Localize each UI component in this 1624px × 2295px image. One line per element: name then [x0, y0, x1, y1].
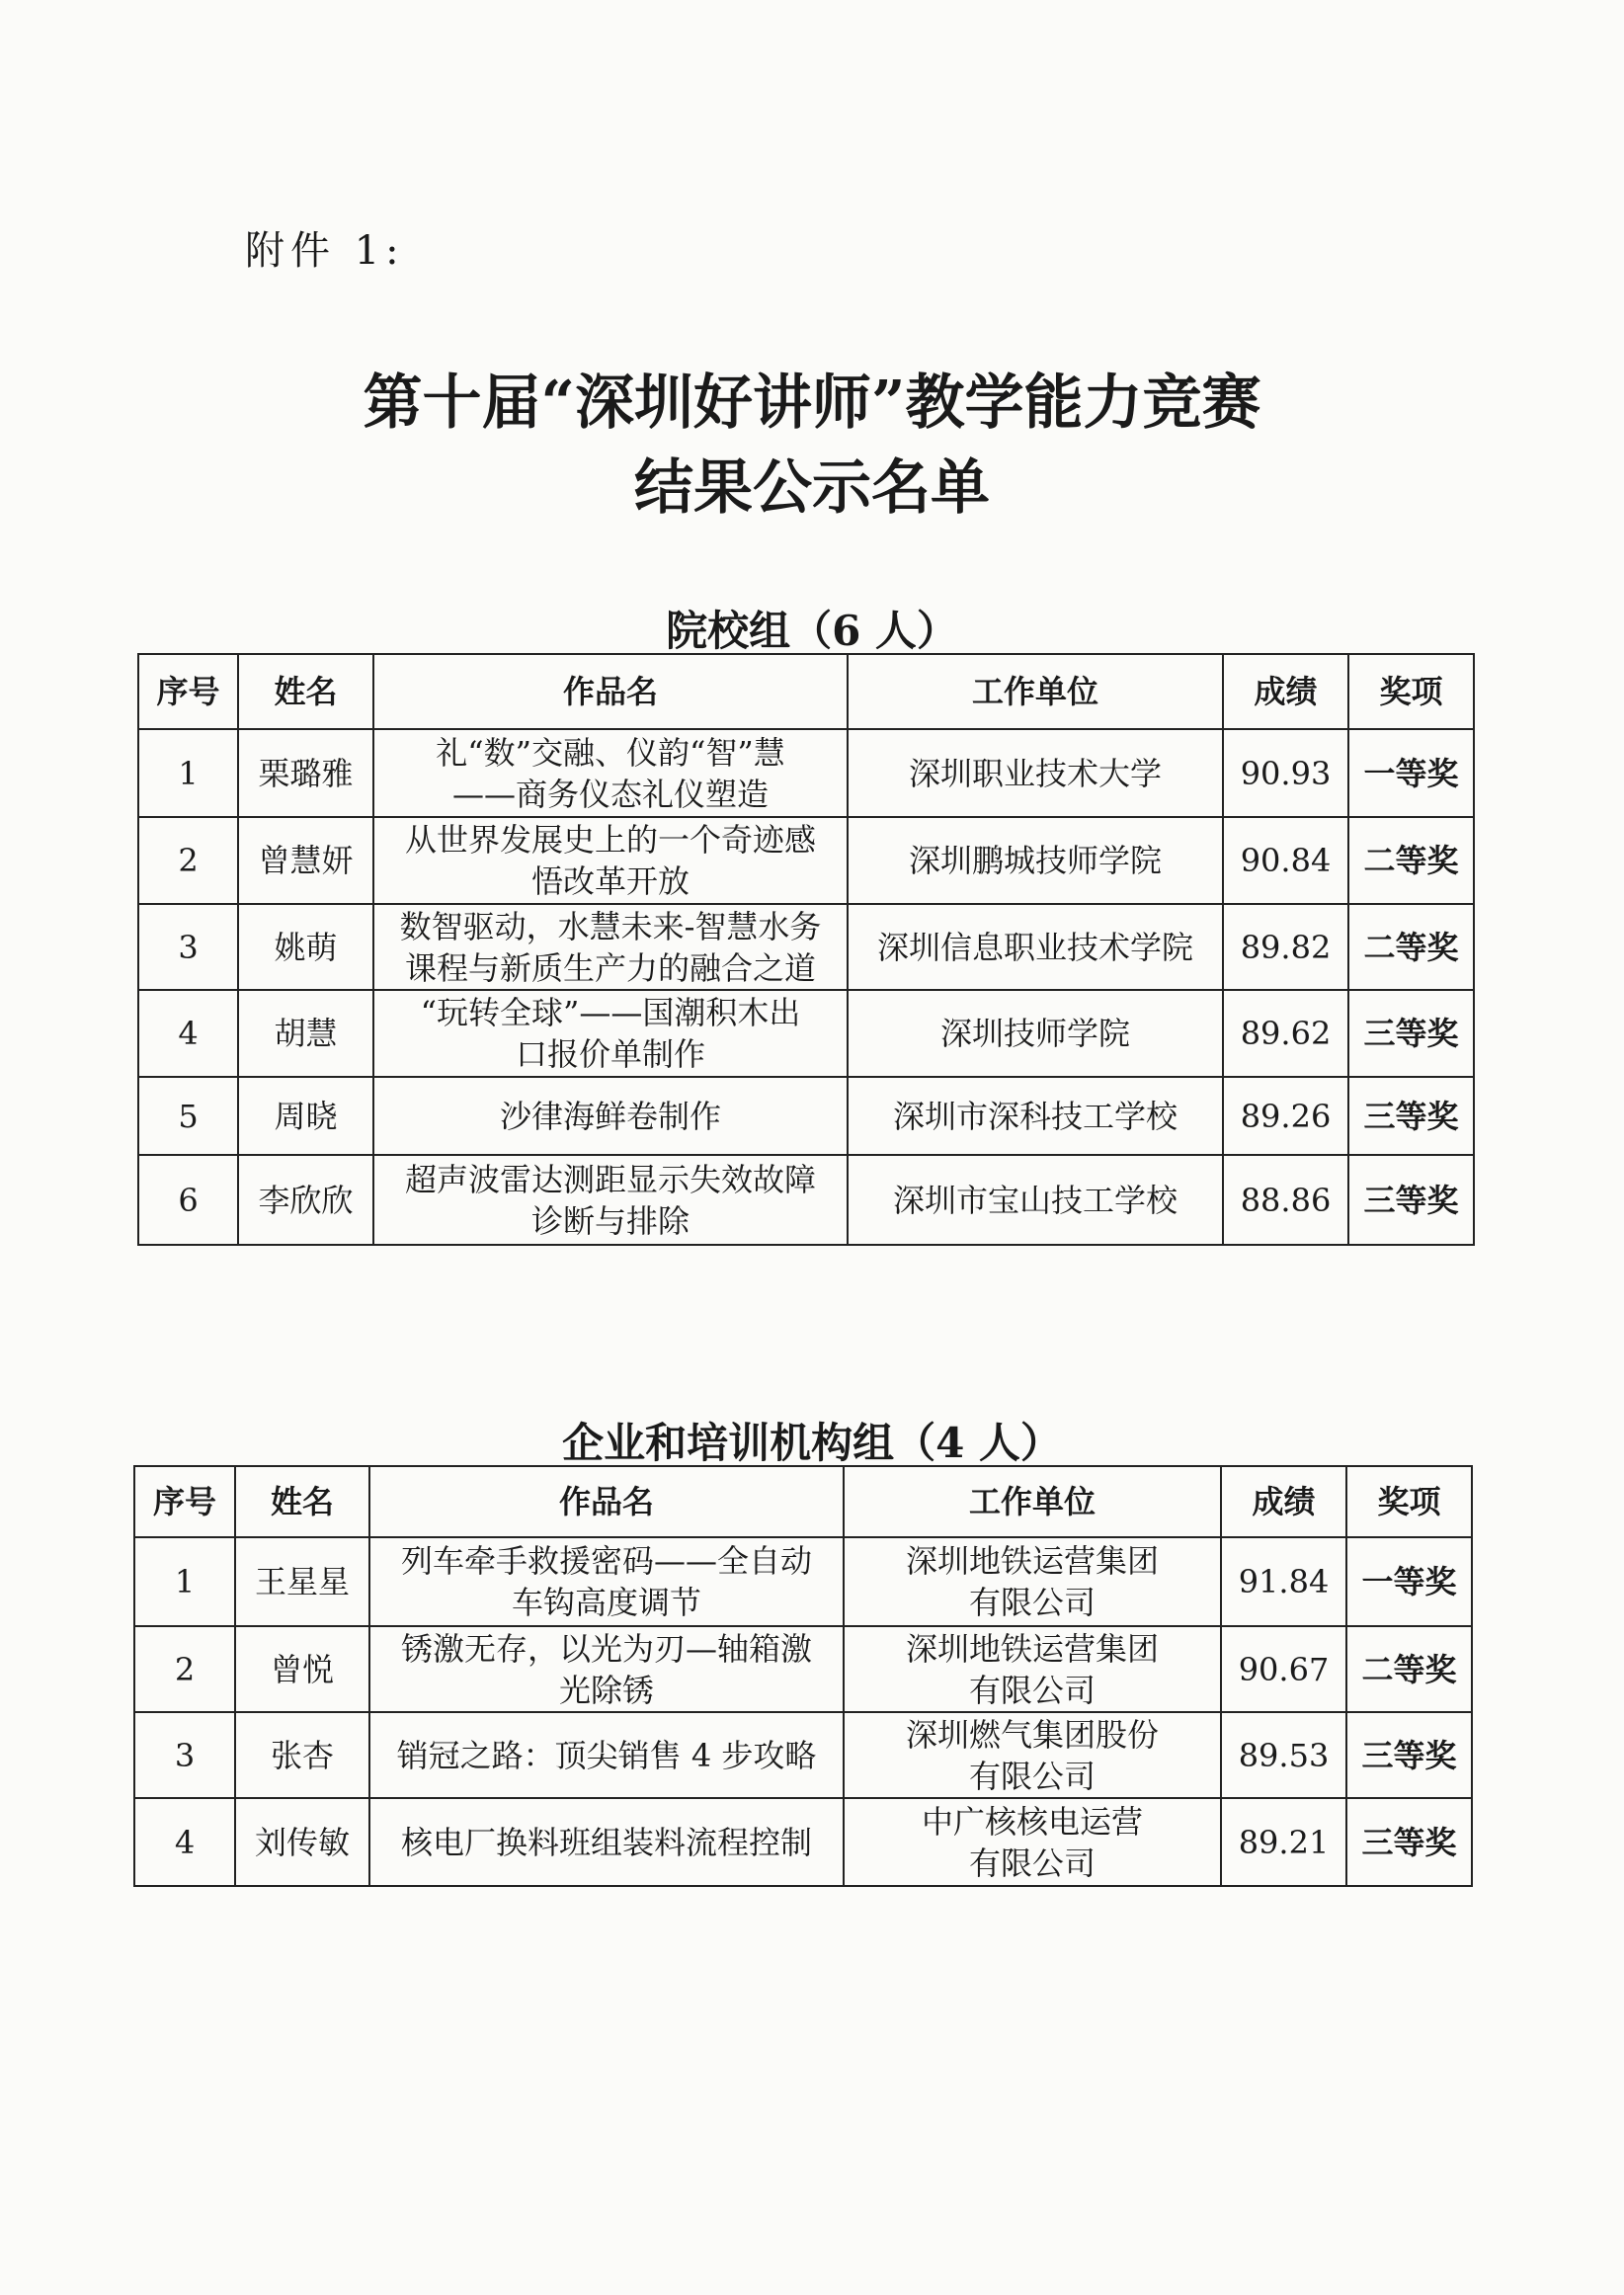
cell-unit: [844, 1712, 1221, 1798]
cell-award: [1346, 1798, 1472, 1886]
cell-score-text: 89.62: [1240, 1015, 1332, 1052]
cell-award: [1346, 1712, 1472, 1798]
cell-unit-text: 有限公司: [968, 1584, 1096, 1621]
cell-no: [138, 1077, 238, 1155]
header-work: 作品名: [373, 654, 848, 729]
header-score: 成绩: [1221, 1466, 1346, 1537]
cell-work-text: 从世界发展史上的一个奇迹感: [404, 821, 816, 859]
cell-score-text: 90.93: [1240, 754, 1332, 792]
cell-work: [369, 1537, 844, 1626]
cell-work-text: 超声波雷达测距显示失效故障: [404, 1160, 816, 1198]
cell-score-text: 89.53: [1238, 1736, 1330, 1774]
cell-award: [1348, 904, 1474, 990]
cell-award-text: 一等奖: [1361, 1563, 1457, 1600]
cell-no-text: 3: [174, 1736, 196, 1774]
cell-work-text: 销冠之路：顶尖销售 4 步攻略: [396, 1736, 817, 1774]
table-row: [134, 1537, 1472, 1626]
cell-no-text: 1: [178, 754, 199, 792]
cell-name: [235, 1712, 369, 1798]
cell-unit: [844, 1798, 1221, 1886]
header-award: 奖项: [1348, 654, 1474, 729]
group2-rows: [134, 1537, 1472, 1886]
cell-unit: [848, 1077, 1223, 1155]
cell-unit-text: 深圳技师学院: [939, 1015, 1130, 1052]
cell-work-text: 列车牵手救援密码——全自动: [400, 1542, 812, 1580]
cell-work: [373, 1077, 848, 1155]
table-row: [138, 1155, 1474, 1245]
cell-unit: [848, 904, 1223, 990]
cell-no: [134, 1626, 235, 1712]
cell-unit-text: 深圳职业技术大学: [908, 754, 1162, 792]
cell-score: [1223, 729, 1348, 817]
cell-no-text: 1: [174, 1563, 196, 1600]
cell-score-text: 89.26: [1240, 1097, 1332, 1135]
cell-score-text: 88.86: [1240, 1181, 1332, 1219]
cell-award-text: 三等奖: [1363, 1015, 1459, 1052]
cell-award: [1348, 1155, 1474, 1245]
cell-unit-text: 深圳信息职业技术学院: [876, 928, 1193, 966]
cell-no-text: 3: [178, 928, 199, 966]
cell-no-text: 6: [178, 1181, 199, 1219]
cell-unit-text: 有限公司: [968, 1757, 1096, 1795]
cell-name-text: 曾慧妍: [258, 842, 354, 879]
cell-name: [235, 1798, 369, 1886]
group2-title: 企业和培训机构组（4 人）: [562, 1419, 1062, 1467]
cell-no: [138, 729, 238, 817]
cell-name: [238, 1077, 373, 1155]
group1-table: [137, 653, 1475, 1246]
cell-name-text: 王星星: [254, 1563, 350, 1600]
cell-name: [238, 904, 373, 990]
cell-unit: [844, 1537, 1221, 1626]
cell-no: [134, 1798, 235, 1886]
cell-award-text: 三等奖: [1363, 1181, 1459, 1219]
cell-work-text: 悟改革开放: [530, 862, 690, 900]
cell-name: [238, 729, 373, 817]
cell-score: [1221, 1537, 1346, 1626]
cell-score: [1223, 1155, 1348, 1245]
cell-no-text: 4: [174, 1823, 196, 1861]
cell-unit: [848, 990, 1223, 1077]
cell-name-text: 刘传敏: [254, 1823, 350, 1861]
cell-name: [238, 990, 373, 1077]
cell-score: [1221, 1798, 1346, 1886]
cell-no: [138, 904, 238, 990]
table-row: [134, 1798, 1472, 1886]
cell-unit-text: 深圳鹏城技师学院: [908, 842, 1162, 879]
cell-score: [1221, 1626, 1346, 1712]
cell-work-text: 课程与新质生产力的融合之道: [404, 948, 816, 987]
cell-score-text: 90.67: [1238, 1650, 1330, 1688]
cell-work: [373, 904, 848, 990]
cell-name-text: 张杏: [270, 1736, 334, 1774]
cell-award: [1348, 1077, 1474, 1155]
table-row: [138, 904, 1474, 990]
cell-name: [238, 817, 373, 904]
cell-score-text: 90.84: [1240, 842, 1332, 879]
group1-title: 院校组（6 人）: [666, 607, 958, 655]
cell-no: [138, 817, 238, 904]
page-subtitle: 结果公示名单: [634, 453, 990, 523]
cell-name: [235, 1537, 369, 1626]
cell-award-text: 二等奖: [1361, 1650, 1457, 1688]
group1-rows: [138, 729, 1474, 1245]
cell-unit: [848, 729, 1223, 817]
cell-unit-text: 有限公司: [968, 1844, 1096, 1882]
cell-work: [373, 990, 848, 1077]
cell-unit-text: 深圳地铁运营集团: [905, 1629, 1159, 1668]
cell-name-text: 栗璐雅: [258, 754, 354, 792]
cell-no: [138, 990, 238, 1077]
cell-score-text: 89.21: [1238, 1823, 1330, 1861]
header-work: 作品名: [369, 1466, 844, 1537]
cell-award: [1346, 1626, 1472, 1712]
cell-score: [1223, 817, 1348, 904]
cell-work: [373, 1155, 848, 1245]
cell-unit-text: 有限公司: [968, 1671, 1096, 1709]
attachment-label: 附件 1:: [245, 228, 405, 274]
table-row: [138, 729, 1474, 817]
cell-score: [1221, 1712, 1346, 1798]
header-name: 姓名: [238, 654, 373, 729]
cell-name: [238, 1155, 373, 1245]
cell-award: [1348, 990, 1474, 1077]
table-row: [134, 1626, 1472, 1712]
table-row: [138, 990, 1474, 1077]
cell-work: [369, 1798, 844, 1886]
cell-award: [1346, 1537, 1472, 1626]
cell-award-text: 三等奖: [1363, 1097, 1459, 1135]
cell-name-text: 姚萌: [274, 928, 338, 966]
cell-name-text: 周晓: [274, 1097, 338, 1135]
cell-score: [1223, 904, 1348, 990]
cell-work-text: 车钩高度调节: [511, 1584, 701, 1621]
cell-work-text: 数智驱动，水慧未来-智慧水务: [399, 907, 822, 945]
cell-score-text: 89.82: [1240, 928, 1332, 966]
cell-no: [138, 1155, 238, 1245]
cell-unit-text: 深圳市深科技工学校: [892, 1097, 1177, 1135]
cell-unit: [848, 1155, 1223, 1245]
cell-unit-text: 深圳市宝山技工学校: [892, 1181, 1177, 1219]
cell-work: [373, 817, 848, 904]
cell-work-text: 诊断与排除: [530, 1201, 690, 1240]
header-unit: 工作单位: [844, 1466, 1221, 1537]
cell-award-text: 一等奖: [1363, 754, 1459, 792]
header-score: 成绩: [1223, 654, 1348, 729]
cell-work-text: 礼“数”交融、仪韵“智”慧: [436, 733, 785, 772]
cell-no-text: 2: [174, 1650, 196, 1688]
cell-score: [1223, 1077, 1348, 1155]
cell-unit-text: 深圳地铁运营集团: [905, 1542, 1159, 1580]
header-no: 序号: [134, 1466, 235, 1537]
table-row: [138, 817, 1474, 904]
cell-score-text: 91.84: [1238, 1563, 1330, 1600]
cell-unit: [844, 1626, 1221, 1712]
table-row: [138, 1077, 1474, 1155]
cell-work: [373, 729, 848, 817]
cell-unit-text: 深圳燃气集团股份: [905, 1715, 1159, 1754]
cell-name-text: 李欣欣: [258, 1181, 354, 1219]
table-header-row: [138, 654, 1474, 729]
cell-no-text: 5: [178, 1097, 199, 1135]
cell-unit: [848, 817, 1223, 904]
header-no: 序号: [138, 654, 238, 729]
cell-work-text: ——商务仪态礼仪塑造: [451, 775, 769, 813]
cell-work-text: 锈激无存，以光为刃—轴箱激: [400, 1629, 812, 1668]
table-row: [134, 1712, 1472, 1798]
cell-work: [369, 1626, 844, 1712]
cell-work-text: 口报价单制作: [515, 1035, 705, 1073]
cell-no-text: 2: [178, 842, 199, 879]
cell-name-text: 曾悦: [270, 1650, 334, 1688]
cell-work-text: “玩转全球”——国潮积木出: [420, 994, 801, 1031]
cell-name: [235, 1626, 369, 1712]
cell-name-text: 胡慧: [274, 1015, 338, 1052]
table-header-row: [134, 1466, 1472, 1537]
cell-score: [1223, 990, 1348, 1077]
cell-award-text: 三等奖: [1361, 1823, 1457, 1861]
cell-award: [1348, 817, 1474, 904]
cell-work-text: 核电厂换料班组装料流程控制: [400, 1823, 812, 1861]
cell-award: [1348, 729, 1474, 817]
cell-no: [134, 1537, 235, 1626]
cell-unit-text: 中广核核电运营: [921, 1802, 1143, 1841]
cell-no-text: 4: [178, 1015, 199, 1052]
cell-award-text: 二等奖: [1363, 928, 1459, 966]
cell-award-text: 三等奖: [1361, 1736, 1457, 1774]
cell-work-text: 光除锈: [558, 1671, 654, 1709]
cell-work-text: 沙律海鲜卷制作: [499, 1097, 721, 1135]
header-award: 奖项: [1346, 1466, 1472, 1537]
header-name: 姓名: [235, 1466, 369, 1537]
header-unit: 工作单位: [848, 654, 1223, 729]
page-title: 第十届“深圳好讲师”教学能力竞赛: [363, 369, 1261, 438]
group2-table: [133, 1465, 1473, 1887]
cell-award-text: 二等奖: [1363, 842, 1459, 879]
cell-work: [369, 1712, 844, 1798]
cell-no: [134, 1712, 235, 1798]
